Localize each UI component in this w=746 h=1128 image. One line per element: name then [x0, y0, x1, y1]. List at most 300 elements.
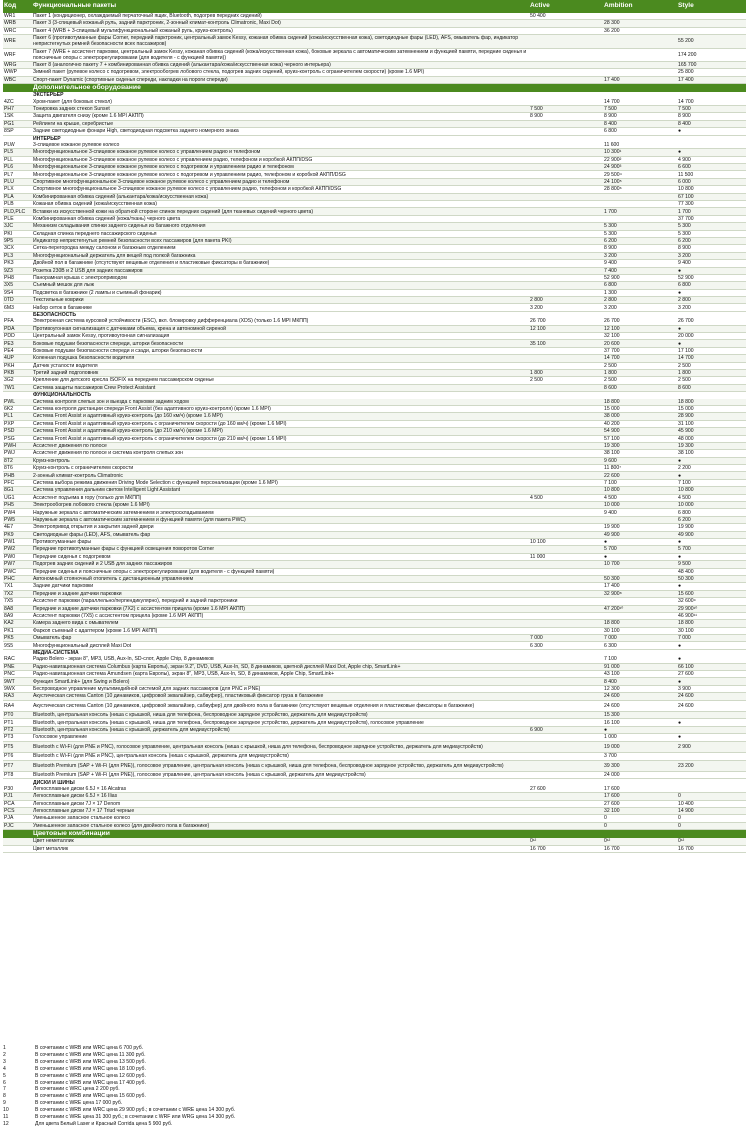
price-ambition: 39 300 [603, 760, 677, 772]
table-row [3, 685, 746, 692]
option-code: PHC [3, 575, 32, 582]
option-description: Противотуманные фары [32, 538, 529, 545]
table-row [3, 76, 746, 83]
price-style: 49 900 [677, 531, 746, 538]
price-ambition: 38 000 [603, 413, 677, 420]
price-style: 8 400 [677, 120, 746, 127]
price-ambition: 8 900 [603, 113, 677, 120]
price-ambition: 24 600 [603, 693, 677, 700]
option-code [3, 838, 32, 845]
option-description: Система Front Assist и адаптивный круиз-контроль (до 210 км/ч) (кроме 1.6 MPI) [32, 428, 529, 435]
option-code: PT6 [3, 753, 32, 760]
price-active: 8 900 [529, 113, 603, 120]
price-ambition: ● [603, 726, 677, 733]
option-code: PWH [3, 442, 32, 449]
option-code: 8A8 [3, 605, 32, 612]
option-code: PJC [3, 822, 32, 829]
option-code: WBC [3, 76, 32, 83]
option-description: Система защиты пассажиров Crew Protect Assistant [32, 384, 529, 391]
table-row [3, 838, 746, 845]
footnote [3, 1093, 743, 1100]
option-code: PSD [3, 428, 32, 435]
price-active [529, 193, 603, 200]
table-row [3, 274, 746, 281]
price-style: 0 [677, 793, 746, 800]
option-description: Легкосплавные диски 6.5J × 16 Alcatras [32, 786, 529, 793]
table-row [3, 465, 746, 472]
option-code: PK3 [3, 260, 32, 267]
price-style: 14 700 [677, 99, 746, 106]
table-row [3, 457, 746, 464]
option-code: 0TD [3, 297, 32, 304]
option-code: PKI [3, 230, 32, 237]
option-code: PLB [3, 201, 32, 208]
price-ambition [603, 61, 677, 68]
table-row [3, 712, 746, 719]
table-row [3, 113, 746, 120]
price-ambition: 9 400 [603, 260, 677, 267]
price-active [529, 237, 603, 244]
group-title [3, 392, 746, 399]
price-style: 2 500 [677, 377, 746, 384]
option-code: RA3 [3, 693, 32, 700]
option-description: Пакет 6 (противотуманные фары Corner, передний парктроник, центральный замок Kessy, кожаная обивка сидений (кожа/искусственная кожа), светодиодные фары (LED), AFS, омыватель фар, индикатор непристегнутых ремней безопасности всех пассажиров) [32, 35, 529, 48]
price-ambition [603, 612, 677, 619]
price-style: 19 300 [677, 442, 746, 449]
option-description: Пакет 4 (WRB + 3-спицевый мультифункциональный кожаный руль, круиз-контроль) [32, 27, 529, 34]
option-description: Двойной пол в багажнике (отсутствуют вещевые отделения и пластиковые фиксаторы в багажнике) [32, 260, 529, 267]
footnote-number: 7 [3, 1086, 6, 1093]
price-style: ● [677, 472, 746, 479]
price-active [529, 35, 603, 48]
price-style: ● [677, 289, 746, 296]
option-code: 7X1 [3, 583, 32, 590]
table-row [3, 428, 746, 435]
table-row [3, 627, 746, 634]
option-code: PNE [3, 663, 32, 670]
option-code: PW4 [3, 509, 32, 516]
table-row [3, 399, 746, 406]
price-style: ● [677, 719, 746, 726]
price-ambition: 29 500⁴ [603, 171, 677, 178]
option-description: Радио-навигационная система Amundsen (карта Европы), экран 8", MP3, USB, Aux-In, SD, 8 динамиков, Apple Chip, SmartLink+ [32, 671, 529, 678]
option-code: 3JC [3, 223, 32, 230]
price-ambition: 8 900 [603, 245, 677, 252]
table-row [3, 656, 746, 663]
price-ambition: 38 100 [603, 450, 677, 457]
option-description: Камера заднего вида с омывателем [32, 620, 529, 627]
price-ambition: 8 600 [603, 384, 677, 391]
header-style: Style [677, 0, 746, 13]
price-active [529, 384, 603, 391]
group-title-label: МЕДИА-СИСТЕМА [33, 649, 79, 656]
option-code: PLU [3, 178, 32, 185]
table-row [3, 223, 746, 230]
option-description: Спортивное многофункциональное 3-спицевое кожаное рулевое колесо с управлением радио и телефоном [32, 178, 529, 185]
table-row [3, 245, 746, 252]
option-description: 3-спицевое кожаное рулевое колесо [32, 142, 529, 149]
option-description: Механизм складывания спинки заднего сиденья из багажного отделения [32, 223, 529, 230]
price-active [529, 142, 603, 149]
price-style: 15 600 [677, 590, 746, 597]
option-description: Многофункциональный держатель для вещей под полкой багажника [32, 252, 529, 259]
price-style: 15 000 [677, 405, 746, 412]
option-code: UG1 [3, 494, 32, 501]
option-description: Электронная система курсовой устойчивости (ESC), вкл. блокировку дифференциала (XDS) (только 1.6 MPI МКПП) [32, 318, 529, 325]
price-style: 77 300 [677, 201, 746, 208]
option-code: 9P5 [3, 237, 32, 244]
option-description: Электропривод открытия и закрытия задней двери [32, 524, 529, 531]
price-active [529, 568, 603, 575]
price-active [529, 807, 603, 814]
option-code: WRG [3, 61, 32, 68]
option-description: Bluetooth с Wi-Fi (для PNE и PNC), центральная консоль (ниша с крышкой, держатель для медиаустройств) [32, 753, 529, 760]
section-extra-equipment-label: Дополнительное оборудование [32, 84, 746, 93]
price-active [529, 487, 603, 494]
option-code: PL6 [3, 164, 32, 171]
table-row [3, 807, 746, 814]
price-style: 66 100 [677, 663, 746, 670]
price-ambition [603, 69, 677, 76]
price-ambition: 6 800 [603, 128, 677, 135]
footnote-number: 5 [3, 1072, 6, 1079]
group-title-label: ДИСКИ И ШИНЫ [33, 779, 75, 786]
option-description: Коленная подушка безопасности водителя [32, 355, 529, 362]
table-row [3, 719, 746, 726]
table-header [3, 0, 746, 13]
price-ambition: ● [603, 538, 677, 545]
option-code: WWP [3, 69, 32, 76]
table-row [3, 13, 746, 20]
price-active [529, 230, 603, 237]
price-ambition: 9 600 [603, 457, 677, 464]
price-style: 45 900 [677, 428, 746, 435]
table-row [3, 538, 746, 545]
table-row [3, 420, 746, 427]
option-code: PW1 [3, 538, 32, 545]
price-ambition: 24 100⁵ [603, 178, 677, 185]
option-code: 8T2 [3, 457, 32, 464]
price-style: 14 900 [677, 807, 746, 814]
price-ambition: 24 600 [603, 700, 677, 712]
option-code: WR1 [3, 13, 32, 20]
price-ambition: 9 400 [603, 509, 677, 516]
price-active [529, 693, 603, 700]
table-row [3, 509, 746, 516]
price-active: 27 600 [529, 786, 603, 793]
price-active [529, 734, 603, 741]
price-style: 20 000 [677, 333, 746, 340]
price-style: 2 200 [677, 465, 746, 472]
footnote-text: В сочетании с WRB или WRC цена 11 300 руб. [35, 1051, 146, 1058]
price-active [529, 69, 603, 76]
table-row [3, 845, 746, 852]
table-row [3, 575, 746, 582]
price-active [529, 120, 603, 127]
option-code: 9Z3 [3, 267, 32, 274]
price-ambition: 11 600 [603, 142, 677, 149]
price-ambition: ● [603, 553, 677, 560]
header-ambition: Ambition [603, 0, 677, 13]
footnote [3, 1114, 743, 1121]
price-active [529, 575, 603, 582]
option-code: PW0 [3, 553, 32, 560]
table-row [3, 822, 746, 829]
table-row [3, 546, 746, 553]
table-row [3, 142, 746, 149]
table-row [3, 413, 746, 420]
table-row [3, 289, 746, 296]
price-active [529, 347, 603, 354]
option-description: Пакет 1 (кондиционер, охлаждаемый перчаточный ящик, Bluetooth, подогрев передних сидений) [32, 13, 529, 20]
price-ambition: 10 700 [603, 561, 677, 568]
price-active [529, 420, 603, 427]
footnote [3, 1073, 743, 1080]
price-active [529, 590, 603, 597]
price-active [529, 531, 603, 538]
option-description: Bluetooth, центральная консоль (ниша с крышкой, ниша для телефона, беспроводное зарядное устройство, держатель для медиаустройств), голосовое управление [32, 719, 529, 726]
price-active [529, 333, 603, 340]
option-description: Крепление для детского кресла ISOFIX на переднем пассажирском сиденье [32, 377, 529, 384]
option-code: PJ1 [3, 793, 32, 800]
option-code: 4E7 [3, 524, 32, 531]
price-active: 26 700 [529, 318, 603, 325]
option-code: PHB [3, 472, 32, 479]
price-active [529, 524, 603, 531]
price-ambition: 24 900³ [603, 164, 677, 171]
option-code: PXP [3, 420, 32, 427]
price-ambition: 14 700 [603, 99, 677, 106]
price-ambition: 2 500 [603, 362, 677, 369]
option-code: PT0 [3, 712, 32, 719]
option-code: PL1 [3, 413, 32, 420]
option-code: 4UP [3, 355, 32, 362]
option-code: 6K2 [3, 405, 32, 412]
option-description: Система управления дальним светом Intelligent Light Assistant [32, 487, 529, 494]
price-style: 19 900 [677, 524, 746, 531]
table-row [3, 531, 746, 538]
table-row [3, 149, 746, 156]
price-active [529, 700, 603, 712]
option-code: PT5 [3, 741, 32, 753]
option-description: Спортивное многофункциональное 3-спицевое кожаное рулевое колесо с управлением радио, телефоном и коробкой АКПП/DSG [32, 186, 529, 193]
price-active [529, 457, 603, 464]
option-code: PLD,PLC [3, 208, 32, 215]
option-code: PW5 [3, 516, 32, 523]
table-row [3, 568, 746, 575]
option-code: PL7 [3, 171, 32, 178]
price-style: 3 900 [677, 685, 746, 692]
footnote-text: В сочетании с WRB или WRC цена 6 700 руб. [35, 1045, 144, 1051]
price-style: 1 700 [677, 208, 746, 215]
option-description: Bluetooth, центральная консоль (ниша с крышкой, ниша для телефона, беспроводное зарядное устройство, держатель для медиаустройств) [32, 712, 529, 719]
price-style: 2 800 [677, 297, 746, 304]
price-ambition: 19 900 [603, 524, 677, 531]
option-description: Вставки из искусственной кожи на обратной стороне спинок передних сидений (для тканевых сидений черного цвета) [32, 208, 529, 215]
price-ambition: 3 700 [603, 753, 677, 760]
table-row [3, 663, 746, 670]
option-description: Ассистент подъема в гору (только для МКПП) [32, 494, 529, 501]
footnote [3, 1066, 743, 1073]
price-ambition: 19 000 [603, 741, 677, 753]
option-code: 4ZC [3, 99, 32, 106]
price-style: ● [677, 149, 746, 156]
option-description: Цвет неметаллик [32, 838, 529, 845]
option-code: PK1 [3, 627, 32, 634]
price-style: 0¹² [677, 838, 746, 845]
table-row [3, 487, 746, 494]
price-ambition: 19 300 [603, 442, 677, 449]
option-description: Многофункциональный дисплей Maxi Dot [32, 642, 529, 649]
price-style [677, 20, 746, 27]
group-title-label: ИНТЕРЬЕР [33, 135, 61, 142]
option-code [3, 845, 32, 852]
option-description: Боковые подушки безопасности спереди, шторки безопасности [32, 340, 529, 347]
option-code: PCA [3, 800, 32, 807]
price-ambition: 16 100 [603, 719, 677, 726]
section-colors [3, 830, 746, 839]
section-colors-label: Цветовые комбинации [32, 830, 746, 839]
option-code: 8SP [3, 128, 32, 135]
price-active [529, 282, 603, 289]
option-code: PFA [3, 318, 32, 325]
option-description: Акустическая система Canton (10 динамиков, цифровой эквалайзер, сабвуфер) для двойного пола в багажнике (отсутствуют вещевые отделения и пластиковые фиксаторы в багажнике) [32, 700, 529, 712]
option-description: Спорт-пакет Dynamic (спортивные сиденья спереди, накладки на пороги спереди) [32, 76, 529, 83]
price-style: 24 600 [677, 693, 746, 700]
price-style: 10 000 [677, 502, 746, 509]
table-row [3, 48, 746, 61]
price-active: 7 000 [529, 635, 603, 642]
option-code: P30 [3, 786, 32, 793]
group-title [3, 649, 746, 656]
footnote-number: 12 [3, 1120, 9, 1127]
option-description: Радио-навигационная система Columbus (карта Европы), экран 9.2", DVD, USB, Aux-In, SD, 8 динамиков, цветной дисплей Maxi Dot, Apple chip, SmartLink+ [32, 663, 529, 670]
price-active: 10 100 [529, 538, 603, 545]
table-row [3, 230, 746, 237]
price-style: 5 300 [677, 230, 746, 237]
option-code: PSG [3, 435, 32, 442]
table-row [3, 516, 746, 523]
option-description: Ассистент движения по полосе [32, 442, 529, 449]
table-row [3, 620, 746, 627]
price-ambition: 17 600 [603, 793, 677, 800]
option-code: PWJ [3, 450, 32, 457]
price-ambition: 18 800 [603, 620, 677, 627]
price-active [529, 712, 603, 719]
option-description: Многофункциональное 3-спицевое кожаное рулевое колесо с подогревом и управлением радио и телефоном [32, 164, 529, 171]
option-description: Круиз-контроль [32, 457, 529, 464]
option-code: PT2 [3, 726, 32, 733]
price-style: 38 100 [677, 450, 746, 457]
price-style: 4 900 [677, 156, 746, 163]
table-row [3, 99, 746, 106]
table-body [3, 13, 746, 852]
group-title-label: ФУНКЦИОНАЛЬНОСТЬ [33, 392, 92, 399]
price-active [529, 289, 603, 296]
option-code: 6M3 [3, 304, 32, 311]
price-style [677, 753, 746, 760]
group-title [3, 135, 746, 142]
option-code: 7W1 [3, 384, 32, 391]
price-style: ● [677, 553, 746, 560]
section-extra-equipment-spacer [3, 84, 32, 93]
group-title-spacer [3, 311, 32, 318]
price-ambition: 7 000 [603, 635, 677, 642]
price-ambition: 11 800⁷ [603, 465, 677, 472]
price-style: 5 700 [677, 546, 746, 553]
footnote-text: В сочетании с WRB или WRC цена 18 100 руб. [35, 1065, 146, 1072]
price-active [529, 267, 603, 274]
option-code: PLA [3, 193, 32, 200]
footnote-text: В сочетании с WRB или WRC цена 15 600 руб. [35, 1093, 146, 1100]
option-code: PCS [3, 807, 32, 814]
option-code: PK5 [3, 635, 32, 642]
price-ambition: 17 400 [603, 583, 677, 590]
table-row [3, 760, 746, 772]
table-row [3, 333, 746, 340]
price-ambition: 28 300 [603, 20, 677, 27]
option-description: Индикатор непристегнутых ремней безопасности всех пассажиров (для пакета PKI) [32, 237, 529, 244]
price-ambition: 10 000 [603, 502, 677, 509]
group-title-spacer [3, 392, 32, 399]
price-active [529, 178, 603, 185]
price-style: 26 700 [677, 318, 746, 325]
option-code: 9S4 [3, 289, 32, 296]
option-code: PJA [3, 815, 32, 822]
table-row [3, 598, 746, 605]
table-row [3, 435, 746, 442]
price-ambition: 54 900 [603, 428, 677, 435]
price-active [529, 442, 603, 449]
price-active [529, 215, 603, 222]
price-table [3, 0, 746, 853]
table-row [3, 693, 746, 700]
table-row [3, 479, 746, 486]
table-row [3, 260, 746, 267]
table-row [3, 171, 746, 178]
option-code: PT3 [3, 734, 32, 741]
option-description: Защита двигателя снизу (кроме 1.6 MPI АКПП) [32, 113, 529, 120]
price-style: ● [677, 267, 746, 274]
footnote-text: В сочетании с WRB или WRC цена 29 900 руб.; в сочетании с WRE цена 14 300 руб. [35, 1107, 236, 1114]
price-active [529, 772, 603, 779]
table-row [3, 297, 746, 304]
price-style: 32 600⁹ [677, 598, 746, 605]
option-code: PH7 [3, 105, 32, 112]
price-active [529, 822, 603, 829]
footnote-number: 2 [3, 1051, 6, 1058]
option-code: PT7 [3, 760, 32, 772]
option-code: PWL [3, 399, 32, 406]
option-code: PNC [3, 671, 32, 678]
price-active [529, 405, 603, 412]
price-ambition: 32 100 [603, 807, 677, 814]
option-code: PH5 [3, 502, 32, 509]
price-active [529, 472, 603, 479]
price-active [529, 20, 603, 27]
option-code: PT1 [3, 719, 32, 726]
price-active [529, 428, 603, 435]
header-code: Код [3, 0, 32, 13]
price-active [529, 800, 603, 807]
price-style: 4 500 [677, 494, 746, 501]
table-row [3, 450, 746, 457]
price-ambition: 1 800 [603, 370, 677, 377]
option-code: 1SK [3, 113, 32, 120]
table-row [3, 502, 746, 509]
price-active [529, 685, 603, 692]
price-style: 9 500 [677, 561, 746, 568]
